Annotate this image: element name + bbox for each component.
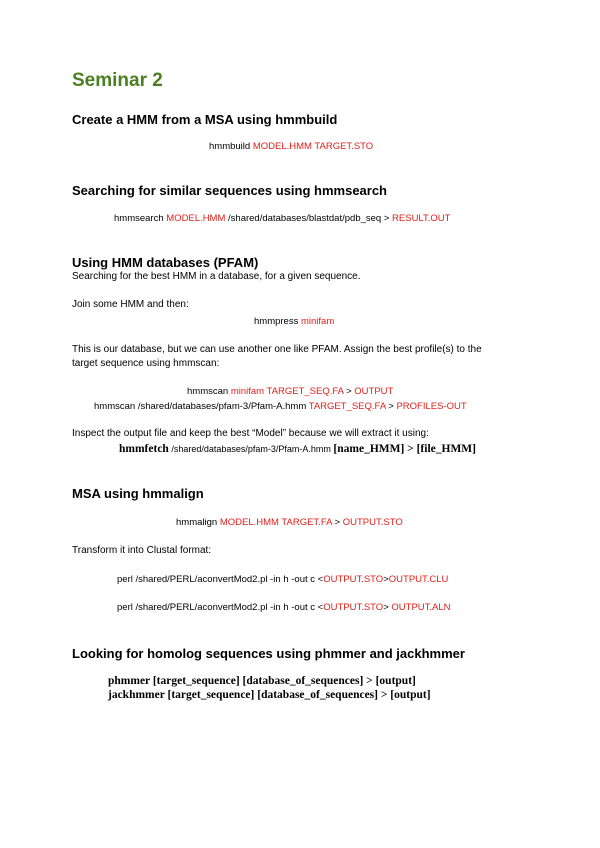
- cmd-text: hmmsearch: [114, 213, 167, 224]
- cmd-text: >: [385, 401, 397, 412]
- paragraph: Join some HMM and then:: [72, 299, 189, 310]
- paragraph: Transform it into Clustal format:: [72, 545, 212, 556]
- section-heading-phmmer: Looking for homolog sequences using phmmer and jackhmmer: [72, 646, 465, 661]
- cmd-arg: minifam: [300, 316, 335, 327]
- cmd-text: >: [343, 386, 355, 397]
- cmd-arg: OUTPUT.ALN: [391, 602, 451, 613]
- cmd-arg: PROFILES-OUT: [396, 401, 467, 412]
- cmd-text: [name_HMM] > [file_HMM]: [333, 443, 476, 455]
- command-hmmalign: [176, 517, 403, 528]
- cmd-arg: OUTPUT.CLU: [388, 574, 449, 585]
- cmd-text: >: [383, 602, 392, 613]
- cmd-arg: TARGET_SEQ.FA: [264, 386, 344, 397]
- cmd-arg: OUTPUT.STO: [323, 602, 384, 613]
- cmd-text: perl /shared/PERL/aconvertMod2.pl -in h -out c <: [117, 602, 324, 613]
- paragraph: Searching for the best HMM in a database, for a given sequence.: [72, 271, 361, 282]
- paragraph: target sequence using hmmscan:: [72, 358, 220, 369]
- cmd-text: hmmbuild: [209, 141, 253, 152]
- cmd-text: hmmalign: [176, 517, 220, 528]
- command-jackhmmer: jackhmmer [target_sequence] [database_of_sequences] > [output]: [108, 689, 431, 701]
- command-aconvert-aln: [117, 602, 451, 613]
- cmd-text: hmmfetch: [119, 443, 169, 455]
- page-title: Seminar 2: [72, 70, 163, 91]
- cmd-arg: OUTPUT: [354, 386, 394, 397]
- command-hmmsearch: [114, 213, 450, 224]
- cmd-text: >: [383, 574, 389, 585]
- command-hmmscan-minifam: [187, 386, 393, 397]
- command-aconvert-clu: [117, 574, 448, 585]
- cmd-text: perl /shared/PERL/aconvertMod2.pl -in h -out c <: [117, 574, 324, 585]
- paragraph: Inspect the output file and keep the best “Model” because we will extract it using:: [72, 428, 429, 439]
- cmd-arg: RESULT.OUT: [392, 213, 451, 224]
- command-hmmbuild: [209, 141, 373, 152]
- cmd-text: /shared/databases/pfam-3/Pfam-A.hmm: [168, 444, 334, 454]
- command-phmmer: phmmer [target_sequence] [database_of_sequences] > [output]: [108, 675, 416, 687]
- command-hmmpress: [254, 316, 334, 327]
- cmd-arg: MODEL.HMM: [166, 213, 226, 224]
- cmd-text: >: [331, 517, 343, 528]
- cmd-text: hmmscan: [187, 386, 231, 397]
- section-heading-pfam: Using HMM databases (PFAM): [72, 255, 259, 270]
- section-heading-hmmbuild: Create a HMM from a MSA using hmmbuild: [72, 112, 338, 127]
- cmd-arg: OUTPUT.STO: [323, 574, 384, 585]
- paragraph: This is our database, but we can use another one like PFAM. Assign the best profile(s) to the: [72, 344, 482, 355]
- cmd-arg: MODEL.HMM TARGET.FA: [219, 517, 332, 528]
- section-heading-hmmalign: MSA using hmmalign: [72, 486, 204, 501]
- cmd-arg: minifam: [230, 386, 265, 397]
- section-heading-hmmsearch: Searching for similar sequences using hmmsearch: [72, 183, 388, 198]
- cmd-arg: MODEL.HMM TARGET.STO: [252, 141, 374, 152]
- command-hmmscan-pfam: [94, 401, 467, 412]
- cmd-text: hmmpress: [254, 316, 301, 327]
- cmd-arg: TARGET_SEQ.FA: [308, 401, 386, 412]
- command-hmmfetch: [119, 443, 476, 455]
- cmd-arg: OUTPUT.STO: [342, 517, 403, 528]
- cmd-text: hmmscan /shared/databases/pfam-3/Pfam-A.hmm: [94, 401, 309, 412]
- cmd-text: /shared/databases/blastdat/pdb_seq >: [225, 213, 393, 224]
